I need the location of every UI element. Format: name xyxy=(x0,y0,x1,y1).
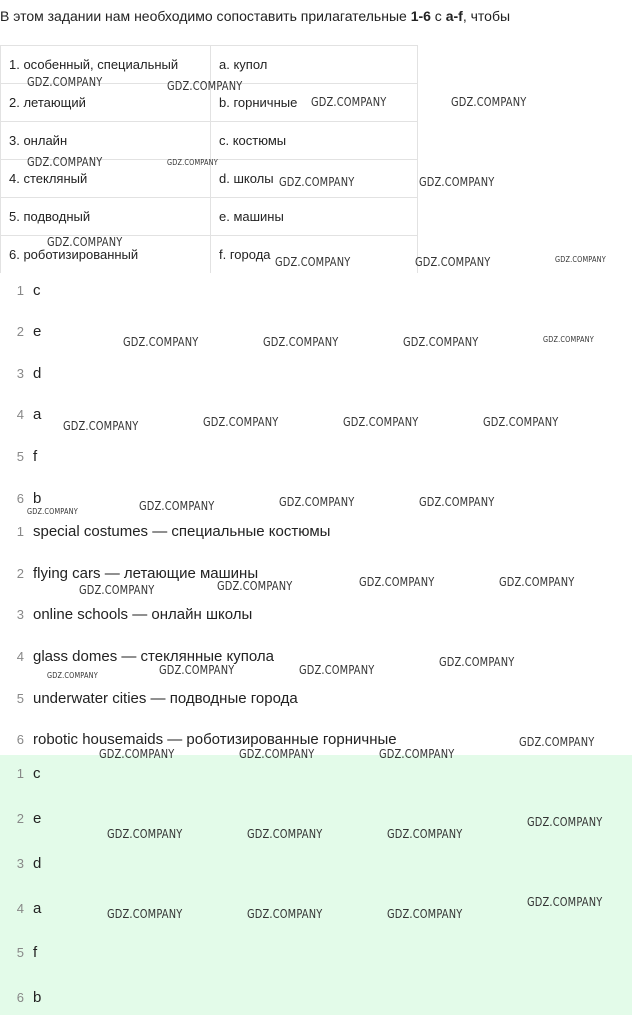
watermark-text: GDZ.COMPANY xyxy=(47,671,98,680)
intro-text-middle: с xyxy=(430,8,446,24)
list-item xyxy=(0,729,397,749)
table-cell-left: 2. летающий xyxy=(1,84,211,122)
watermark-text: GDZ.COMPANY xyxy=(451,95,527,109)
task-intro xyxy=(0,8,510,24)
item-number: 4 xyxy=(16,900,24,916)
watermark-text: GDZ.COMPANY xyxy=(247,827,323,841)
list-item xyxy=(0,808,41,828)
item-number: 6 xyxy=(16,490,24,506)
table-row xyxy=(1,198,418,236)
watermark-text: GDZ.COMPANY xyxy=(99,747,175,761)
watermark-text: GDZ.COMPANY xyxy=(555,255,606,264)
item-number: 1 xyxy=(16,523,24,539)
watermark-text: GDZ.COMPANY xyxy=(27,507,78,516)
item-answer: c xyxy=(33,764,41,782)
item-number: 3 xyxy=(16,606,24,622)
item-answer: c xyxy=(33,281,41,299)
table-row xyxy=(1,122,418,160)
list-item xyxy=(0,521,330,541)
watermark-text: GDZ.COMPANY xyxy=(167,158,218,167)
watermark-text: GDZ.COMPANY xyxy=(519,735,595,749)
item-phrase: online schools — онлайн школы xyxy=(33,605,253,623)
list-item xyxy=(0,363,41,383)
watermark-text: GDZ.COMPANY xyxy=(379,747,455,761)
watermark-text: GDZ.COMPANY xyxy=(403,335,479,349)
table-cell-right: b. горничные xyxy=(211,84,418,122)
item-answer: e xyxy=(33,322,42,340)
watermark-text: GDZ.COMPANY xyxy=(299,663,375,677)
watermark-text: GDZ.COMPANY xyxy=(439,655,515,669)
table-cell-left: 5. подводный xyxy=(1,198,211,236)
table-cell-right: f. города xyxy=(211,236,418,274)
watermark-text: GDZ.COMPANY xyxy=(419,175,495,189)
watermark-text: GDZ.COMPANY xyxy=(279,175,355,189)
item-phrase: flying cars — летающие машины xyxy=(33,564,259,582)
list-item xyxy=(0,942,37,962)
list-item xyxy=(0,321,41,341)
watermark-text: GDZ.COMPANY xyxy=(275,255,351,269)
intro-range-letters: a-f xyxy=(445,8,463,24)
watermark-text: GDZ.COMPANY xyxy=(123,335,199,349)
table-cell-right: d. школы xyxy=(211,160,418,198)
watermark-text: GDZ.COMPANY xyxy=(263,335,339,349)
item-number: 3 xyxy=(16,855,24,871)
watermark-text: GDZ.COMPANY xyxy=(311,95,387,109)
watermark-text: GDZ.COMPANY xyxy=(387,907,463,921)
table-cell-left: 1. особенный, специальный xyxy=(1,46,211,84)
item-number: 5 xyxy=(16,944,24,960)
item-number: 3 xyxy=(16,365,24,381)
item-answer: d xyxy=(33,364,42,382)
watermark-text: GDZ.COMPANY xyxy=(343,415,419,429)
item-number: 4 xyxy=(16,648,24,664)
watermark-text: GDZ.COMPANY xyxy=(27,75,103,89)
watermark-text: GDZ.COMPANY xyxy=(415,255,491,269)
watermark-text: GDZ.COMPANY xyxy=(359,575,435,589)
item-number: 5 xyxy=(16,448,24,464)
watermark-text: GDZ.COMPANY xyxy=(139,499,215,513)
item-answer: e xyxy=(33,809,42,827)
item-number: 1 xyxy=(16,765,24,781)
watermark-text: GDZ.COMPANY xyxy=(159,663,235,677)
item-answer: a xyxy=(33,405,42,423)
item-phrase: robotic housemaids — роботизированные горничные xyxy=(33,730,397,748)
list-item xyxy=(0,987,41,1007)
item-number: 6 xyxy=(16,989,24,1005)
watermark-text: GDZ.COMPANY xyxy=(107,907,183,921)
watermark-text: GDZ.COMPANY xyxy=(527,895,603,909)
item-phrase: underwater cities — подводные города xyxy=(33,689,298,707)
list-item xyxy=(0,488,41,508)
table-cell-left: 4. стекляный xyxy=(1,160,211,198)
item-number: 6 xyxy=(16,731,24,747)
item-answer: f xyxy=(33,943,38,961)
watermark-text: GDZ.COMPANY xyxy=(483,415,559,429)
item-answer: f xyxy=(33,447,38,465)
list-item xyxy=(0,280,41,300)
intro-range-numbers: 1-6 xyxy=(410,8,431,24)
watermark-text: GDZ.COMPANY xyxy=(239,747,315,761)
item-phrase: special costumes — специальные костюмы xyxy=(33,522,331,540)
watermark-text: GDZ.COMPANY xyxy=(63,419,139,433)
item-answer: a xyxy=(33,899,42,917)
list-item xyxy=(0,898,41,918)
list-item xyxy=(0,763,41,783)
watermark-text: GDZ.COMPANY xyxy=(387,827,463,841)
list-item xyxy=(0,688,298,708)
watermark-text: GDZ.COMPANY xyxy=(167,79,243,93)
table-cell-left: 3. онлайн xyxy=(1,122,211,160)
intro-text: В этом задании нам необходимо сопоставить прилагательные xyxy=(0,8,411,24)
item-number: 4 xyxy=(16,406,24,422)
item-answer: d xyxy=(33,854,42,872)
watermark-text: GDZ.COMPANY xyxy=(419,495,495,509)
watermark-text: GDZ.COMPANY xyxy=(47,235,123,249)
list-item xyxy=(0,853,41,873)
watermark-text: GDZ.COMPANY xyxy=(27,155,103,169)
watermark-text: GDZ.COMPANY xyxy=(543,335,594,344)
item-number: 2 xyxy=(16,565,24,581)
watermark-text: GDZ.COMPANY xyxy=(79,583,155,597)
watermark-text: GDZ.COMPANY xyxy=(217,579,293,593)
table-cell-left: 6. роботизированный xyxy=(1,236,211,274)
item-number: 2 xyxy=(16,323,24,339)
watermark-text: GDZ.COMPANY xyxy=(203,415,279,429)
item-answer: b xyxy=(33,489,42,507)
item-answer: b xyxy=(33,988,42,1006)
item-phrase: glass domes — стеклянные купола xyxy=(33,647,275,665)
list-item xyxy=(0,404,41,424)
list-item xyxy=(0,604,252,624)
watermark-text: GDZ.COMPANY xyxy=(279,495,355,509)
table-cell-right: e. машины xyxy=(211,198,418,236)
item-number: 1 xyxy=(16,282,24,298)
item-number: 5 xyxy=(16,690,24,706)
intro-text-end: , чтобы xyxy=(462,8,511,24)
watermark-text: GDZ.COMPANY xyxy=(499,575,575,589)
list-item xyxy=(0,446,37,466)
item-number: 2 xyxy=(16,810,24,826)
watermark-text: GDZ.COMPANY xyxy=(247,907,323,921)
final-answer-block xyxy=(0,755,632,1015)
table-cell-right: a. купол xyxy=(211,46,418,84)
watermark-text: GDZ.COMPANY xyxy=(107,827,183,841)
table-cell-right: c. костюмы xyxy=(211,122,418,160)
watermark-text: GDZ.COMPANY xyxy=(527,815,603,829)
